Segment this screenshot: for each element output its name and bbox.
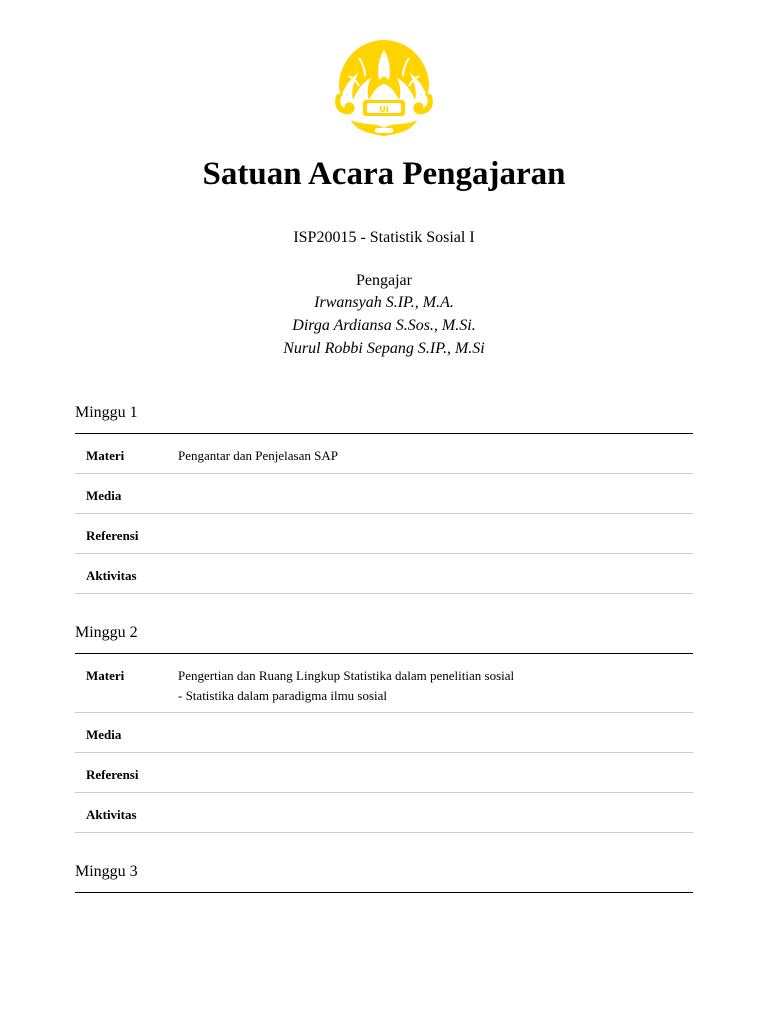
row-key-media: Media bbox=[86, 488, 122, 503]
teacher-name: Dirga Ardiansa S.Sos., M.Si. bbox=[292, 317, 476, 334]
teacher-name: Irwansyah S.IP., M.A. bbox=[314, 294, 454, 311]
table-row bbox=[75, 474, 693, 514]
table-row bbox=[75, 434, 693, 474]
materi-line: - Statistika dalam paradigma ilmu sosial bbox=[178, 688, 388, 703]
row-key-aktivitas: Aktivitas bbox=[86, 568, 137, 583]
row-value-materi bbox=[178, 654, 693, 706]
teachers-label: Pengajar bbox=[356, 272, 412, 289]
row-key-materi: Materi bbox=[86, 668, 125, 683]
row-value-referensi bbox=[178, 753, 693, 767]
page-title: Satuan Acara Pengajaran bbox=[202, 156, 566, 192]
row-key-materi: Materi bbox=[86, 448, 125, 463]
teacher-name: Nurul Robbi Sepang S.IP., M.Si bbox=[283, 340, 485, 357]
row-key-referensi: Referensi bbox=[86, 767, 139, 782]
svg-text:UI: UI bbox=[379, 105, 389, 114]
week-2-section bbox=[75, 623, 693, 833]
week-title: Minggu 3 bbox=[75, 863, 138, 880]
week-2-table bbox=[75, 653, 693, 833]
row-value-materi: Pengantar dan Penjelasan SAP bbox=[178, 448, 338, 463]
university-emblem-icon bbox=[329, 36, 439, 140]
row-value-media bbox=[178, 474, 693, 488]
teachers-list bbox=[0, 293, 768, 362]
week-3-section bbox=[75, 862, 693, 892]
table-row bbox=[75, 713, 693, 753]
row-value-referensi bbox=[178, 514, 693, 528]
week-1-section bbox=[75, 403, 693, 594]
course-code-title: ISP20015 - Statistik Sosial I bbox=[293, 229, 475, 246]
table-row bbox=[75, 654, 693, 713]
week-3-table-rule bbox=[75, 892, 693, 893]
row-key-referensi: Referensi bbox=[86, 528, 139, 543]
row-key-aktivitas: Aktivitas bbox=[86, 807, 137, 822]
week-title: Minggu 1 bbox=[75, 404, 138, 421]
week-1-table bbox=[75, 433, 693, 594]
table-row bbox=[75, 554, 693, 594]
row-value-aktivitas bbox=[178, 554, 693, 568]
materi-line: Pengertian dan Ruang Lingkup Statistika dalam penelitian sosial bbox=[178, 668, 515, 683]
table-row bbox=[75, 514, 693, 554]
table-row bbox=[75, 793, 693, 833]
row-value-media bbox=[178, 713, 693, 727]
row-key-media: Media bbox=[86, 727, 122, 742]
row-value-aktivitas bbox=[178, 793, 693, 807]
week-title: Minggu 2 bbox=[75, 624, 138, 641]
table-row bbox=[75, 753, 693, 793]
